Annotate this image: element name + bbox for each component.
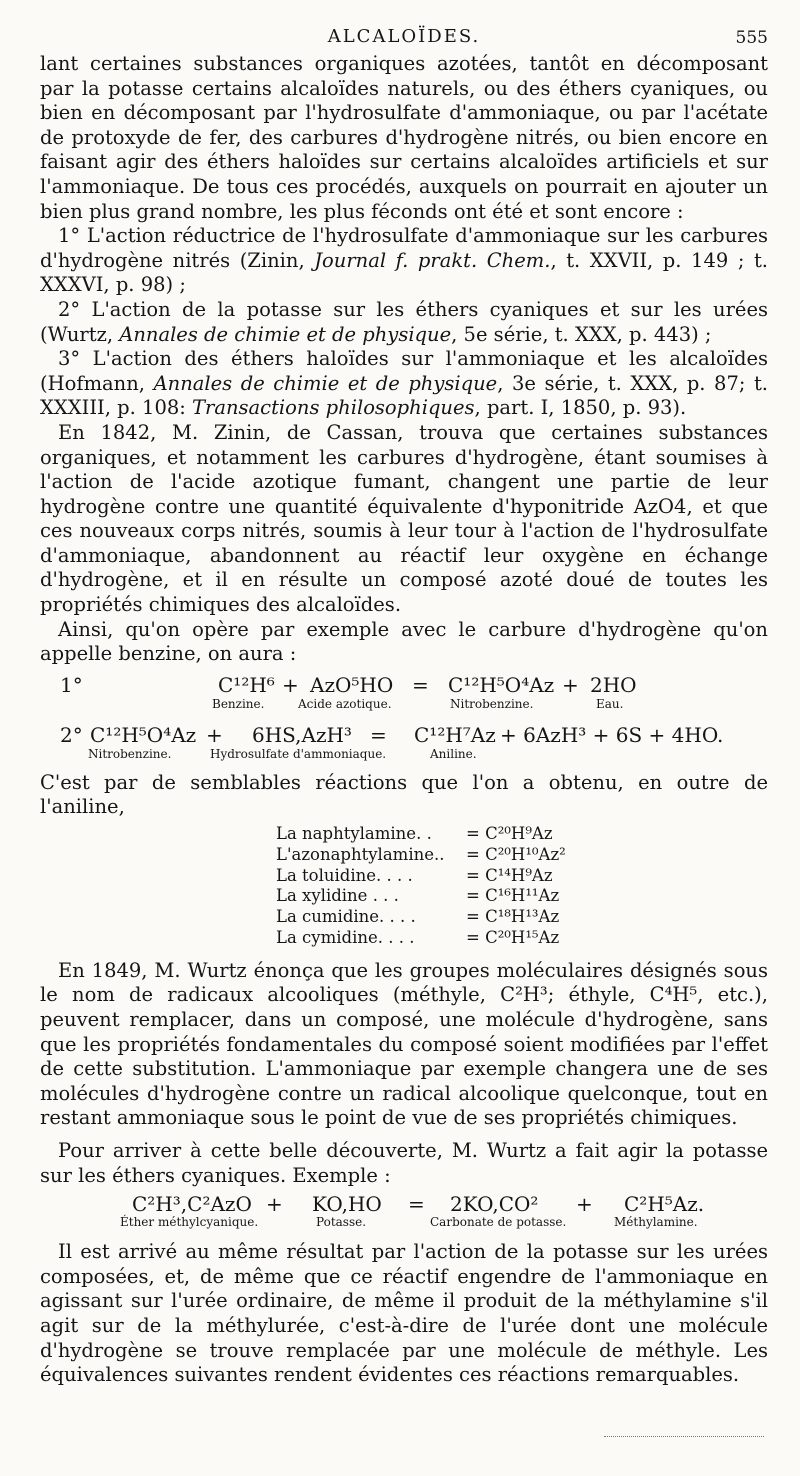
equation-2-number: 2° xyxy=(60,722,83,747)
method-item-2-ref: , 5e série, t. XXX, p. 443) ; xyxy=(451,322,712,346)
equation-1-term-2: AzO⁵HO xyxy=(310,672,394,697)
equation-2 xyxy=(40,723,768,769)
equation-2-label-3: Aniline. xyxy=(430,746,477,761)
method-item-2-text: 2° L'action de la potasse sur les éthers cyaniques et sur les urées (Wurtz, xyxy=(40,297,768,346)
list-item-name: La xylidine . . . xyxy=(276,886,399,906)
paragraph-similar: C'est par de semblables réactions que l'on a obtenu, en outre de l'aniline, xyxy=(40,770,768,819)
equation-3 xyxy=(40,1192,768,1234)
method-item-3-ref-2: , part. I, 1850, p. 93). xyxy=(474,396,687,420)
equation-3-term-2: KO,HO xyxy=(312,1192,382,1217)
equation-1-term-4: 2HO xyxy=(590,672,637,697)
equation-3-operator-3: + xyxy=(576,1192,593,1217)
list-item xyxy=(276,824,768,845)
equation-1-operator-1: + xyxy=(282,672,299,697)
paragraph-example: Pour arriver à cette belle découverte, M. Wurtz a fait agir la potasse sur les éthers cyaniques. Exemple : xyxy=(40,1138,768,1187)
equation-2-term-2: 6HS,AzH³ xyxy=(252,722,352,747)
equation-3-label-2: Potasse. xyxy=(316,1215,367,1230)
footer-rule xyxy=(604,1436,764,1437)
equation-3-term-3: 2KO,CO² xyxy=(450,1192,539,1217)
equation-3-label-3: Carbonate de potasse. xyxy=(430,1215,567,1230)
method-item-3-journal: Annales de chimie et de physique xyxy=(153,371,498,395)
equation-2-term-3: C¹²H⁷Az xyxy=(414,722,496,747)
equation-1-term-1: C¹²H⁶ xyxy=(218,672,275,697)
list-item xyxy=(276,907,768,928)
alkaloid-list xyxy=(276,824,768,949)
list-item-name: La naphtylamine. . xyxy=(276,824,432,844)
equation-1-number: 1° xyxy=(60,672,83,697)
method-item-3-journal-2: Transactions philosophiques xyxy=(192,396,475,420)
method-item-1-ref: , t. XXVII, p. 149 ; t. XXXVI, p. 98) ; xyxy=(40,248,768,297)
equation-2-term-1: C¹²H⁵O⁴Az xyxy=(90,722,197,747)
equation-1-operator-2: = xyxy=(412,672,429,697)
list-item-name: La cymidine. . . . xyxy=(276,928,415,948)
paragraph-benzine: Ainsi, qu'on opère par exemple avec le carbure d'hydrogène qu'on appelle benzine, on aura : xyxy=(40,617,768,666)
list-item xyxy=(276,928,768,949)
list-item-name: La toluidine. . . . xyxy=(276,865,413,885)
equation-2-label-2: Hydrosulfate d'ammoniaque. xyxy=(210,746,387,761)
list-item-formula: = C²⁰H¹⁰Az² xyxy=(466,844,566,864)
running-title: ALCALOÏDES. xyxy=(327,26,481,47)
method-item-3-ref: , 3e série, t. XXX, p. 87; t. XXXIII, p. 108: xyxy=(40,371,769,420)
list-item-formula: = C¹⁸H¹³Az xyxy=(466,907,560,927)
paragraph-urees: Il est arrivé au même résultat par l'action de la potasse sur les urées composées, et, de même que ce réactif engendre de l'ammoniaque en agissant sur l'urée ordinaire, de même il produit de la méthylamine s'il agit sur de la méthylurée, c'est-à-dire de l'urée dont une molécule d'hydrogène se trouve remplacée par une molécule de méthyle. Les équivalences suivantes rendent évidentes ces réactions remarquables. xyxy=(40,1240,768,1387)
equation-3-term-4: C²H⁵Az. xyxy=(624,1192,705,1217)
equation-3-label-4: Méthylamine. xyxy=(614,1215,698,1230)
equation-1-label-2: Acide azotique. xyxy=(298,696,392,711)
list-item xyxy=(276,886,768,907)
method-item-3 xyxy=(40,347,768,421)
list-item-formula: = C²⁰H⁹Az xyxy=(466,824,553,844)
method-item-2 xyxy=(40,298,768,347)
method-item-3-text: 3° L'action des éthers haloïdes sur l'ammoniaque et les alcaloïdes (Hofmann, xyxy=(40,347,768,395)
method-item-2-journal: Annales de chimie et de physique xyxy=(119,322,452,346)
equation-3-operator-1: + xyxy=(266,1192,283,1217)
equation-2-operator-3: + 6AzH³ + 6S + 4HO. xyxy=(500,722,724,747)
equation-3-label-1: Éther méthylcyanique. xyxy=(120,1215,259,1230)
equation-2-operator-2: = xyxy=(370,722,387,747)
method-item-1-journal: Journal f. prakt. Chem. xyxy=(314,248,551,272)
equation-3-term-1: C²H³,C²AzO xyxy=(132,1192,252,1217)
list-item-formula: = C¹⁶H¹¹Az xyxy=(466,886,560,906)
equation-1-operator-3: + xyxy=(562,672,579,697)
paragraph-zinin: En 1842, M. Zinin, de Cassan, trouva que certaines substances organiques, et notamment les carbures d'hydrogène, étant soumises à l'action de l'acide azotique fumant, changent une partie de leur hydrogène contre une quantité équivalente d'hyponitride AzO4, et que ces nouveaux corps nitrés, soumis à leur tour à l'action de l'hydrosulfate d'ammoniaque, abandonnent au réactif leur oxygène en échange d'hydrogène, et il en résulte un composé azoté doué de toutes les propriétés chimiques des alcaloïdes. xyxy=(40,420,768,617)
paragraph-wurtz: En 1849, M. Wurtz énonça que les groupes moléculaires désignés sous le nom de radicaux alcooliques (méthyle, C²H³; éthyle, C⁴H⁵, etc.), peuvent remplacer, dans un composé, une molécule d'hydrogène, sans que les propriétés fondamentales du composé soient modifiées par l'effet de cette substitution. L'ammoniaque par exemple changera une de ses molécules d'hydrogène contre un radical alcoolique quelconque, tout en restant ammoniaque sous le point de vue de ses propriétés chimiques. xyxy=(40,958,768,1130)
equation-3-operator-2: = xyxy=(408,1192,425,1217)
equation-1 xyxy=(40,673,768,717)
list-item xyxy=(276,866,768,887)
page-number: 555 xyxy=(735,28,768,48)
equation-1-label-4: Eau. xyxy=(596,696,624,711)
list-item-formula: = C¹⁴H⁹Az xyxy=(466,865,553,885)
equation-1-term-3: C¹²H⁵O⁴Az xyxy=(448,672,555,697)
list-item-name: La cumidine. . . . xyxy=(276,907,416,927)
equation-1-label-3: Nitrobenzine. xyxy=(450,696,534,711)
paragraph-intro: lant certaines substances organiques azotées, tantôt en décomposant par la potasse certains alcaloïdes naturels, ou des éthers cyaniques, ou bien en décomposant par l'hydrosulfate d'ammoniaque, ou par l'acétate de protoxyde de fer, des carbures d'hydrogène nitrés, ou bien encore en faisant agir des éthers haloïdes sur certains alcaloïdes artificiels et sur l'ammoniaque. De tous ces procédés, auxquels on pourrait en ajouter un bien plus grand nombre, les plus féconds ont été et sont encore : xyxy=(40,52,768,223)
list-item-formula: = C²⁰H¹⁵Az xyxy=(466,928,560,948)
list-item-name: L'azonaphtylamine.. xyxy=(276,844,445,864)
method-item-1-text: 1° L'action réductrice de l'hydrosulfate d'ammoniaque sur les carbures d'hydrogène nitrés (Zinin, xyxy=(40,224,768,272)
equation-2-operator-1: + xyxy=(206,722,223,747)
equation-1-label-1: Benzine. xyxy=(212,696,265,711)
book-page xyxy=(40,22,768,1388)
page-header xyxy=(40,22,768,52)
equation-2-label-1: Nitrobenzine. xyxy=(88,746,172,761)
method-item-1 xyxy=(40,224,768,298)
list-item xyxy=(276,845,768,866)
